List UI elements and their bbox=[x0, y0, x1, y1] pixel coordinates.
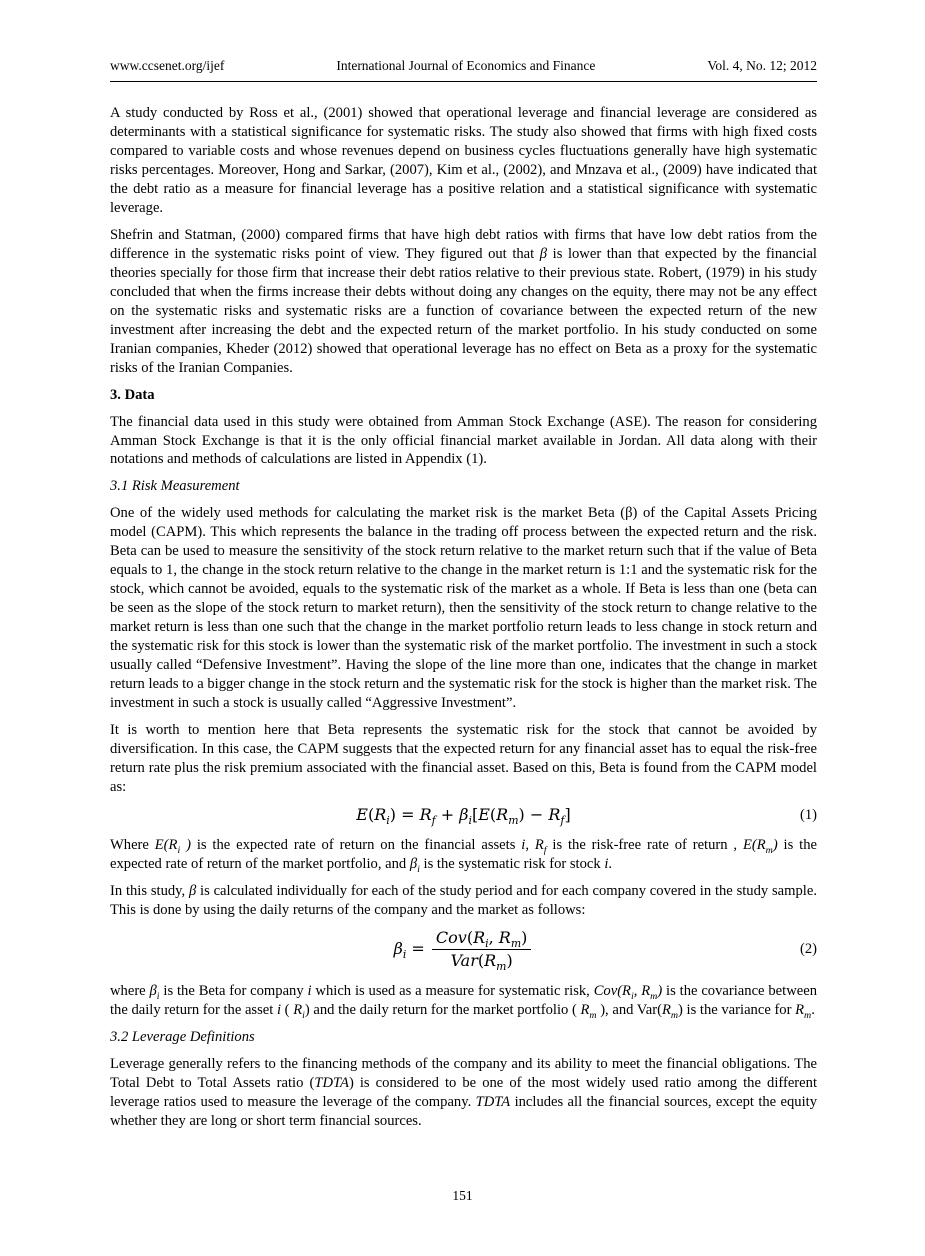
equation-2-number: (2) bbox=[799, 941, 817, 958]
equation-1 bbox=[110, 805, 817, 826]
paragraph-eq1-definitions: Where $E(R_i$ ) is the expected rate of return on the financial assets i, $R_f$ is the risk-free rate of return , $E(R_m)$ is the expected rate of return of the market portfolio, and $\beta_i$ is the systematic risk for stock i. bbox=[110, 836, 817, 875]
equation-2-fraction bbox=[432, 928, 531, 973]
paragraph-shefrin-statman: Shefrin and Statman, (2000) compared firms that have high debt ratios with firms that have low debt ratios from the difference in the systematic risks point of view. They figured out that β is lower than that expected by the financial theories specially for those firm that increase their debt ratios relative to their previous state. Robert, (1979) in his study concluded that when the firms increase their debts without doing any changes on the equity, there may not be any effect on the systematic risks and systematic risks are a function of covariance between the expected return of the new investment after increasing the debt and the expected return of the market portfolio. In his study conducted on some Iranian companies, Kheder (2012) showed that operational leverage has no effect on Beta as a proxy for the systematic risks of the Iranian Companies. bbox=[110, 226, 817, 376]
header-journal-url: www.ccsenet.org/ijef bbox=[110, 58, 225, 73]
equation-1-formula: $E(R_i) = R_f + \beta_i[E(R_m) - R_f]$ bbox=[356, 804, 571, 828]
paragraph-leverage-tdta: Leverage generally refers to the financing methods of the company and its ability to meet the financial obligations. The Total Debt to Total Assets ratio (TDTA) is considered to be one of the most widely used ratio among the different leverage ratios used to measure the leverage of the company. TDTA includes all the financial sources, except the equity whether they are long or short term financial sources. bbox=[110, 1056, 817, 1130]
paragraph-eq2-definitions: where $\beta_i$ is the Beta for company i which is used as a measure for systematic risk, $Cov(R_i$, $R_m$) is the covariance between the daily return for the asset i ( $R_i$) and the daily return for the market portfolio ( $R_m$ ), and $Var(R_m)$ is the variance for $R_m$. bbox=[110, 983, 817, 1022]
subsection-heading-risk-measurement: 3.1 Risk Measurement bbox=[110, 478, 240, 495]
subsection-heading-leverage-definitions: 3.2 Leverage Definitions bbox=[110, 1029, 255, 1046]
equation-2-denominator: $Var(R_m)$ bbox=[450, 951, 513, 974]
header-journal-title: International Journal of Economics and Finance bbox=[336, 58, 596, 73]
header-volume-info: Vol. 4, No. 12; 2012 bbox=[707, 58, 817, 73]
page-header bbox=[110, 58, 817, 82]
page-number: 151 bbox=[452, 1188, 473, 1203]
paragraph-ross-study: A study conducted by Ross et al., (2001) showed that operational leverage and financial leverage are considered as determinants with a statistical significance for systematic risks. The study also showed that firms with high fixed costs compared to variable costs and whose revenues depend on business cycles fluctuations generally have high systematic risks percentages. Moreover, Hong and Sarkar, (2007), Kim et al., (2002), and Mnzava et al., (2009) have indicated that the debt ratio as a measure for financial leverage has a positive relation and a statistical significance with systematic leverage. bbox=[110, 105, 817, 216]
equation-2-lhs: $\beta_i$ = bbox=[393, 939, 430, 962]
paragraph-data-source: The financial data used in this study were obtained from Amman Stock Exchange (ASE). The reason for considering Amman Stock Exchange is that it is the only official financial market available in Jordan. All data along with their notations and methods of calculations are listed in Appendix (1). bbox=[110, 413, 817, 468]
paragraph-beta-capm: One of the widely used methods for calculating the market risk is the market Beta (β) of the Capital Assets Pricing model (CAPM). This which represents the balance in the trading off process between the expected return and the risk. Beta can be used to measure the sensitivity of the stock return relative to the market return such that if the value of Beta equals to 1, the change in the stock return relative to the change in the market return is 1:1 and the systematic risk for the stock, which cannot be avoided, equals to the systematic risk of the market as a whole. If Beta is less than one (beta can be seen as the slope of the stock return to market return), then the sensitivity of the stock return to change relative to the market return is less than one such that the change in the market portfolio return leads to less change in stock return and the systematic risk for this stock is lower than the systematic risk of the market portfolio. The investment in such a stock usually called “Defensive Investment”. Having the slope of the line more than one, indicates that the change in market return leads to a bigger change in the stock return and the systematic risk for the stock is higher than the market risk. The investment in such a stock is usually called “Aggressive Investment”. bbox=[110, 505, 817, 712]
section-heading-data: 3. Data bbox=[110, 386, 155, 403]
article-body bbox=[110, 104, 817, 1131]
equation-2-formula bbox=[156, 928, 771, 973]
paragraph-beta-calculation: In this study, β is calculated individually for each of the study period and for each company covered in the study sample. This is done by using the daily returns of the company and the market as follows: bbox=[110, 882, 817, 918]
paragraph-beta-systematic-risk: It is worth to mention here that Beta represents the systematic risk for the stock that cannot be avoided by diversification. In this case, the CAPM suggests that the expected return for any financial asset has to equal the risk-free return rate plus the risk premium associated with the financial asset. Based on this, Beta is found from the CAPM model as: bbox=[110, 722, 817, 795]
equation-2 bbox=[110, 928, 817, 973]
equation-1-number: (1) bbox=[799, 806, 817, 823]
page-footer bbox=[0, 1188, 925, 1204]
equation-2-numerator: $Cov(R_i$, $R_m$) bbox=[432, 928, 531, 951]
